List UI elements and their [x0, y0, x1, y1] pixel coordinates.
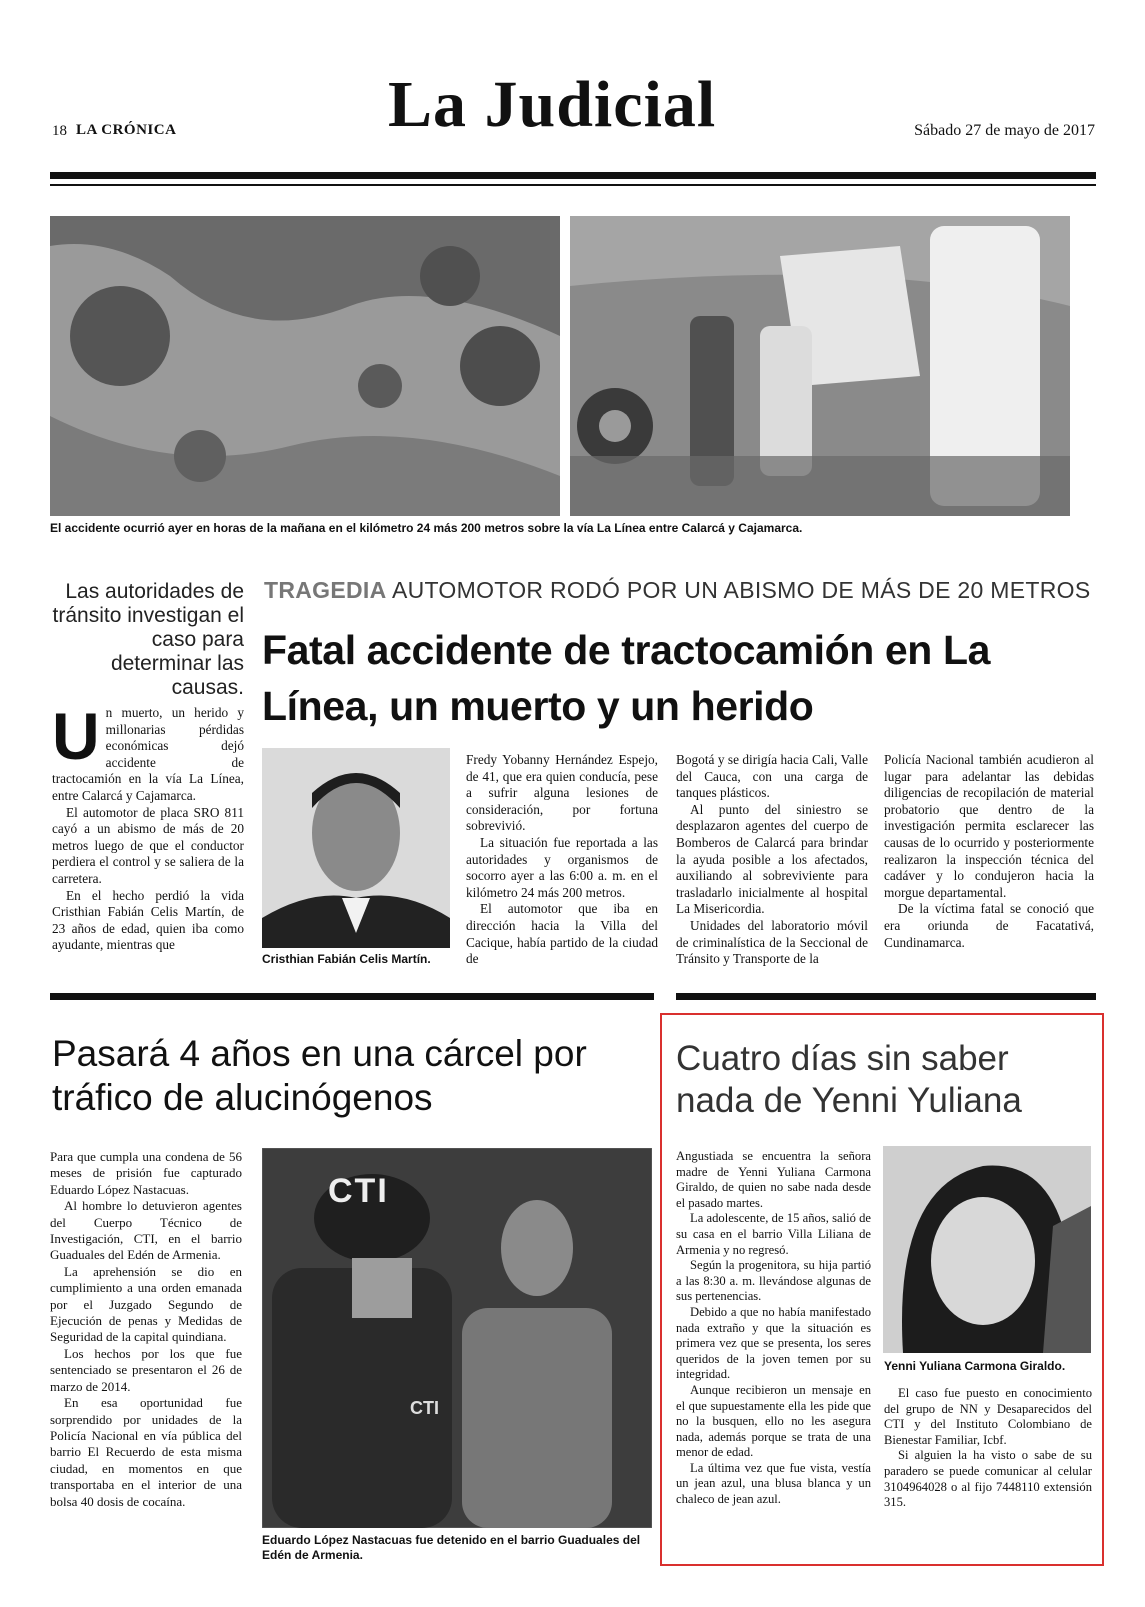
story-kicker	[264, 577, 1090, 604]
portrait-caption: Cristhian Fabián Celis Martín.	[262, 952, 431, 966]
cti-vest-label: CTI	[410, 1398, 439, 1418]
story-column-3	[676, 752, 868, 968]
top-photo-caption: El accidente ocurrió ayer en horas de la mañana en el kilómetro 24 más 200 metros sobre la vía La Línea entre Calarcá y Cajamarca.	[50, 521, 803, 535]
story-column-1	[52, 699, 244, 954]
paragraph: Aunque recibieron un mensaje en el que supuestamente ella les pide que no la busquen, ello no les asegura nada, además porque se trata de una menor de edad.	[676, 1382, 871, 1460]
story-three-body-right	[884, 1386, 1092, 1511]
header-rule-thin	[50, 184, 1096, 186]
paragraph: La aprehensión se dio en cumplimiento a una orden emanada por el Juzgado Segundo de Ejecución de penas y Medidas de Seguridad de la capital quindiana.	[50, 1263, 242, 1345]
story-headline: Fatal accidente de tractocamión en La Línea, un muerto y un herido	[262, 627, 990, 729]
paragraph: El automotor que iba en dirección hacia la Villa del Cacique, había partido de la ciudad de	[466, 901, 658, 967]
story-three-body	[676, 1149, 871, 1508]
story-column-4	[884, 752, 1094, 951]
section-title: La Judicial	[388, 68, 717, 141]
story-deck: Las autoridades de tránsito investigan el caso para determinar las causas.	[52, 580, 244, 699]
story-two-body	[50, 1149, 242, 1510]
victim-portrait	[262, 748, 450, 948]
story-two-headline: Pasará 4 años en una cárcel por tráfico de alucinógenos	[52, 1033, 587, 1118]
arrest-photo-caption: Eduardo López Nastacuas fue detenido en el barrio Guaduales del Edén de Armenia.	[262, 1533, 641, 1562]
arrest-photo	[262, 1148, 652, 1528]
kicker-text: AUTOMOTOR RODÓ POR UN ABISMO DE MÁS DE 20 METROS	[391, 577, 1091, 603]
section-rule-left	[50, 993, 654, 1000]
missing-girl-photo	[883, 1146, 1091, 1353]
paragraph: Al punto del siniestro se desplazaron agentes del cuerpo de Bomberos de Calarcá para brindar la ayuda posible a los afectados, auxiliando al sobreviviente para trasladarlo inicialmente al hospital La Misericordia.	[676, 801, 868, 917]
paragraph: Si alguien la ha visto o sabe de su paradero se puede comunicar al celular 3104964028 o al fijo 7448110 extensión 315.	[884, 1448, 1092, 1510]
kicker-tag: TRAGEDIA	[264, 577, 387, 603]
missing-girl-caption: Yenni Yuliana Carmona Giraldo.	[884, 1359, 1066, 1373]
section-rule-right	[676, 993, 1096, 1000]
drop-cap: U	[52, 699, 100, 773]
paragraph: Policía Nacional también acudieron al lugar para adelantar las debidas diligencias de recopilación de material probatorio que dentro de la investigación permita esclarecer las causas de lo ocurrido y posteriormente realizaron la inspección técnica del cadáver y lo condujeron hacia la morgue departamental.	[884, 752, 1094, 900]
story-column-2	[466, 752, 658, 968]
page-number: 18	[52, 123, 67, 139]
story-three-headline: Cuatro días sin saber nada de Yenni Yuliana	[676, 1039, 1022, 1120]
paragraph: Para que cumpla una condena de 56 meses de prisión fue capturado Eduardo López Nastacuas.	[50, 1149, 242, 1197]
header-rule	[50, 172, 1096, 179]
publication-name: LA CRÓNICA	[76, 122, 177, 138]
paragraph: De la víctima fatal se conoció que era oriunda de Facatativá, Cundinamarca.	[884, 901, 1094, 950]
paragraph: El caso fue puesto en conocimiento del grupo de NN y Desaparecidos del CTI y del Instituto Colombiano de Bienestar Familiar, Icbf.	[884, 1386, 1092, 1447]
paragraph: Al hombre lo detuvieron agentes del Cuerpo Técnico de Investigación, CTI, en el barrio Guaduales del Edén de Armenia.	[50, 1198, 242, 1263]
paragraph: n muerto, un herido y millonarias pérdidas económicas dejó accidente de tractocamión en la vía La Línea, entre Calarcá y Cajamarca.	[52, 705, 244, 803]
hillside-photo	[50, 216, 560, 516]
paragraph: Unidades del laboratorio móvil de criminalística de la Seccional de Tránsito y Transporte de la	[676, 917, 868, 967]
rescue-photo	[570, 216, 1070, 516]
paragraph: En esa oportunidad fue sorprendido por unidades de la Policía Nacional en vía pública del barrio El Recuerdo de esta misma ciudad, en momentos en que transportaba en el interior de una bolsa 40 dosis de cocaína.	[50, 1395, 242, 1509]
issue-date: Sábado 27 de mayo de 2017	[914, 122, 1095, 139]
paragraph: Bogotá y se dirigía hacia Cali, Valle del Cauca, con una carga de tanques plásticos.	[676, 752, 868, 801]
paragraph: La adolescente, de 15 años, salió de su casa en el barrio Villa Liliana de Armenia y no regresó.	[676, 1211, 871, 1257]
paragraph: Fredy Yobanny Hernández Espejo, de 41, que era quien conducía, pese a sufrir alguna lesiones de consideración, por fortuna sobrevivió.	[466, 752, 658, 834]
paragraph: Debido a que no había manifestado nada extraño y que la situación es primera vez que se presenta, los seres queridos de la joven temen por su integridad.	[676, 1304, 871, 1382]
paragraph: El automotor de placa SRO 811 cayó a un abismo de más de 20 metros luego de que el conductor perdiera el control y se saliera de la carretera.	[52, 804, 244, 886]
cti-cap-badge: CTI	[328, 1172, 389, 1210]
paragraph: En el hecho perdió la vida Cristhian Fabián Celis Martín, de 23 años de edad, quien iba como ayudante, mientras que	[52, 887, 244, 953]
paragraph: Según la progenitora, su hija partió a las 8:30 a. m. llevándose algunas de sus pertenencias.	[676, 1258, 871, 1304]
paragraph: La última vez que fue vista, vestía un jean azul, una blusa blanca y un chaleco de jean azul.	[676, 1460, 871, 1507]
paragraph: La situación fue reportada a las autoridades y organismos de socorro ayer a las 6:00 a. m. en el kilómetro 24 más 200 metros.	[466, 834, 658, 900]
paragraph: Angustiada se encuentra la señora madre de Yenni Yuliana Carmona Giraldo, de quien no sabe nada desde el pasado martes.	[676, 1149, 871, 1210]
paragraph: Los hechos por los que fue sentenciado se presentaron el 26 de marzo de 2014.	[50, 1345, 242, 1394]
